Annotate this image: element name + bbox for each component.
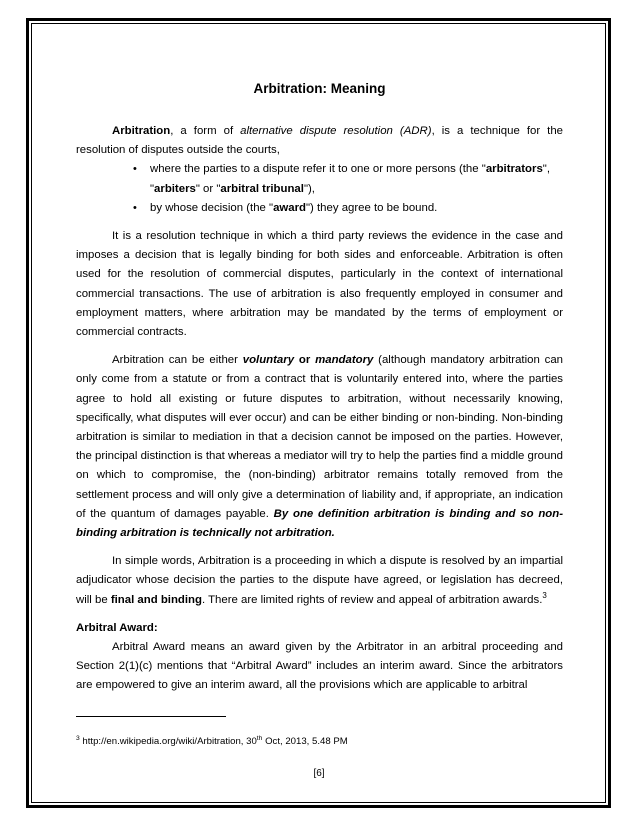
definition-list: [76, 160, 563, 218]
page-number: [6]: [313, 768, 325, 779]
list-item: • where the parties to a dispute refer it to one or more persons (the "arbitrators", "arbiters" or "arbitral tribunal"),: [133, 160, 563, 198]
document-body: [76, 80, 563, 696]
footnote-reference: 3: [542, 590, 547, 600]
emphasis-definition: By one definition arbitration is binding and so non-binding arbitration is technically not arbitration.: [76, 507, 563, 540]
page-title: Arbitration: Meaning: [253, 81, 386, 96]
adr-term: alternative dispute resolution (ADR): [240, 125, 432, 137]
paragraph-simple-words: In simple words, Arbitration is a proceeding in which a dispute is resolved by an impartial adjudicator whose decision the parties to the dispute have agreed, or legislation has decreed, will be final and binding. There are limited rights of review and appeal of arbitration awards.$^3$: [76, 555, 563, 606]
list-item: • by whose decision (the "award") they agree to be bound.: [133, 199, 563, 218]
paragraph-voluntary-mandatory: Arbitration can be either voluntary or mandatory (although mandatory arbitration can only come from a statute or from a contract that is voluntarily entered into, where the parties agree to hold all existing or future disputes to arbitration, without necessarily knowing, specifically, what disputes will ever occur) and can be either binding or non-binding. Non-binding arbitration is similar to mediation in that a decision cannot be imposed on the parties. However, the principal distinction is that whereas a mediator will try to help the parties find a middle ground on which to compromise, the (non-binding) arbitrator remains totally removed from the settlement process and will only give a determination of liability and, if appropriate, an indication of the quantum of damages payable. By one definition arbitration is binding and so non-binding arbitration is technically not arbitration.: [76, 354, 563, 540]
bullet-icon: •: [133, 201, 137, 214]
intro-paragraph: Arbitration, a form of alternative dispute resolution (ADR), is a technique for the resolution of disputes outside the courts,: [76, 125, 563, 157]
footnote: $^3$ http://en.wikipedia.org/wiki/Arbitration, 30th Oct, 2013, 5.48 PM: [76, 734, 348, 747]
footnote-divider: [76, 716, 226, 717]
bullet-icon: •: [133, 163, 137, 176]
paragraph-resolution-technique: It is a resolution technique in which a third party reviews the evidence in the case and imposes a decision that is legally binding for both sides and enforceable. Arbitration is often used for the resolution of commercial disputes, particularly in the context of international commercial transactions. The use of arbitration is also frequently employed in consumer and employment matters, where arbitration may be mandated by the terms of employment or commercial contracts.: [76, 230, 563, 339]
section-heading: Arbitral Award:: [76, 621, 158, 634]
paragraph-arbitral-award: Arbitral Award means an award given by the Arbitrator in an arbitral proceeding and Section 2(1)(c) mentions that “Arbitral Award” includes an interim award. Since the arbitrators are empowered to give an interim award, all the provisions which are applicable to arbitral: [76, 641, 563, 692]
intro-term: Arbitration: [112, 125, 171, 137]
